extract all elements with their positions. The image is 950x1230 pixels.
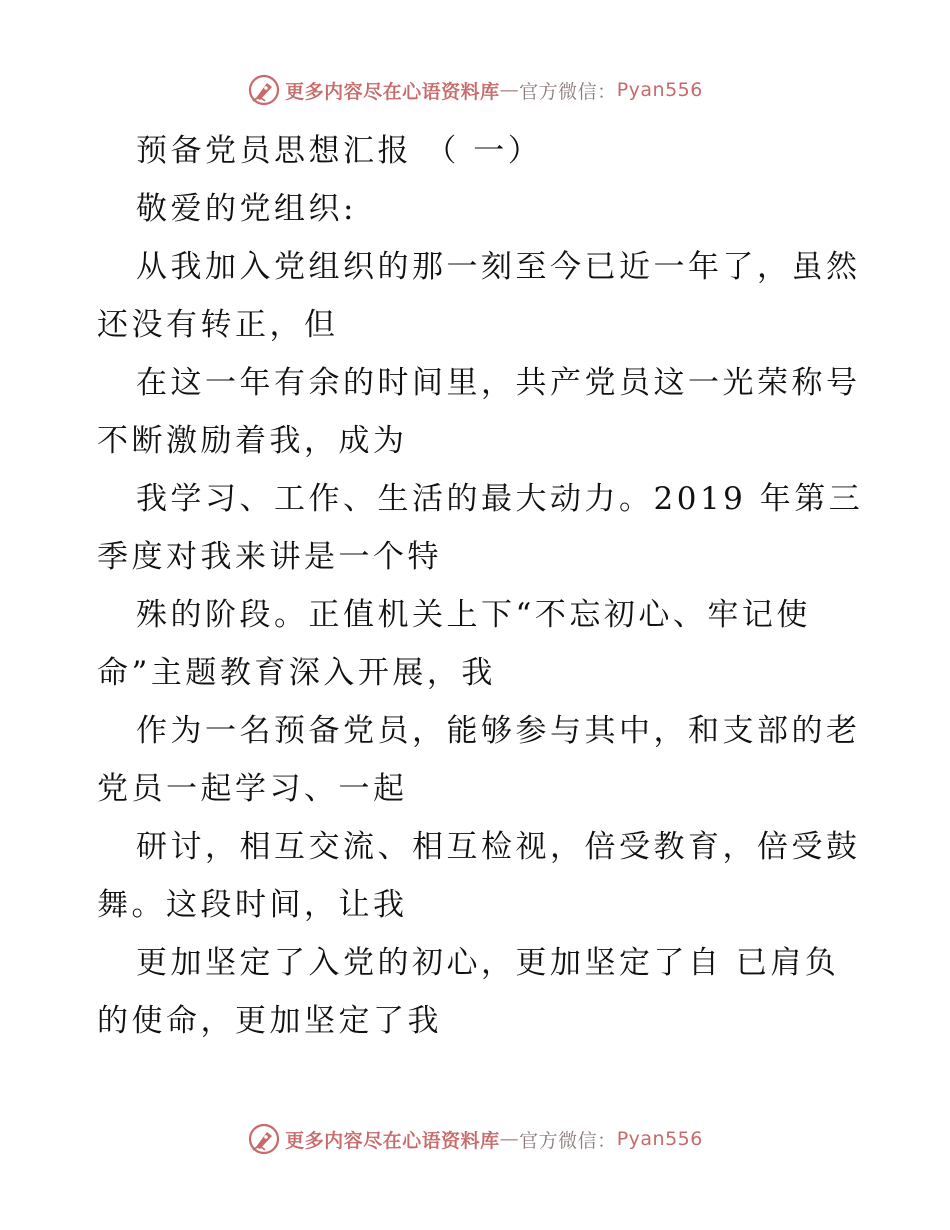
footer-watermark [0,1119,950,1159]
text-line: 命”主题教育深入开展，我 [97,655,496,691]
document-title: 预备党员思想汇报 （ 一） [136,133,543,169]
text-line: 研讨，相互交流、相互检视，倍受教育，倍受鼓 [136,829,861,865]
text-line: 季度对我来讲是一个特 [97,539,442,575]
text-line: 我学习、工作、生活的最大动力。2019 年第三 [136,481,864,517]
text-line: 从我加入党组织的那一刻至今已近一年了，虽然 [136,249,861,285]
text-line: 不断激励着我，成为 [97,423,408,459]
text-line: 殊的阶段。正值机关上下“不忘初心、牢记使 [136,597,811,633]
pen-nib-logo-icon [247,1122,281,1156]
text-line: 作为一名预备党员，能够参与其中，和支部的老 [136,713,861,749]
text-line: 舞。这段时间，让我 [97,887,408,923]
text-line: 党员一起学习、一起 [97,771,408,807]
watermark-main-text: 更多内容尽在心语资料库 [285,1129,500,1152]
watermark-dash: — [499,1128,520,1150]
text-line: 还没有转正，但 [97,307,339,343]
watermark-account: Pyan556 [616,1128,703,1150]
pen-nib-logo-icon [247,73,281,107]
watermark-sub-text: 官方微信： [519,80,617,103]
watermark-main-text: 更多内容尽在心语资料库 [285,80,500,103]
header-watermark [0,70,950,110]
watermark-account: Pyan556 [616,79,703,101]
watermark-dash: — [499,79,520,101]
text-line: 的使命，更加坚定了我 [97,1003,442,1039]
watermark-sub-text: 官方微信： [519,1129,617,1152]
document-body [97,122,864,1050]
text-line: 在这一年有余的时间里，共产党员这一光荣称号 [136,365,861,401]
text-line: 更加坚定了入党的初心，更加坚定了自 已肩负 [136,945,840,981]
salutation: 敬爱的党组织: [136,191,357,227]
